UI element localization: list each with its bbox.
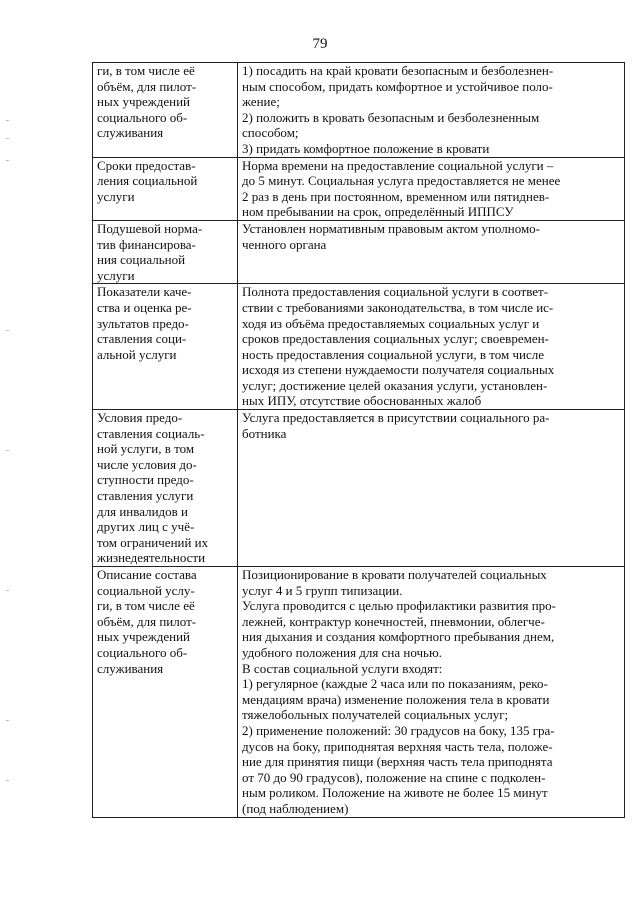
row-content-paragraph: 2) применение положений: 30 градусов на боку, 135 гра- дусов на боку, приподнятая верхняя часть тела, положе- ние для принятия пищи (верхняя часть тела приподнята от 70 до 90 градусов), положение на спине с подколен- ным роликом. Положение на животе не более 15 минут (под наблюдением) bbox=[242, 722, 555, 816]
row-label-cell bbox=[93, 410, 238, 567]
table-row bbox=[93, 567, 625, 818]
row-content-cell bbox=[238, 284, 625, 410]
row-content-paragraph: Услуга предоставляется в присутствии социального ра- ботника bbox=[242, 410, 550, 441]
row-content-cell bbox=[238, 220, 625, 283]
row-content-paragraph: Установлен нормативным правовым актом уполномо- ченного органа bbox=[242, 220, 541, 252]
row-label: Показатели каче- ства и оценка ре- зультатов предо- ставления соци- альной услуги bbox=[97, 284, 192, 362]
row-label: Условия предо- ставления социаль- ной услуги, в том числе условия до- ступности предо- ставления услуги для инвалидов и других лиц с учё- том ограничений их жизнедеятельности bbox=[97, 410, 209, 566]
row-content-paragraph: Позиционирование в кровати получателей социальных услуг 4 и 5 групп типизации. bbox=[242, 567, 547, 598]
row-content-paragraph: Полнота предоставления социальной услуги в соответ- ствии с требованиями законодательства, в том числе ис- ходя из объёма предоставляемых социальных услуг и сроков предоставления социальных услуг; своевремен- ность предоставления социальной услуги, в том числе исходя из степени нуждаемости получателя социальных услуг; достижение целей оказания услуги, установлен- ных ИПУ, отсутствие обоснованных жалоб bbox=[242, 284, 555, 409]
table-row bbox=[93, 63, 625, 158]
row-content-paragraph: 1) регулярное (каждые 2 часа или по показаниям, реко- мендациям врача) изменение положения тела в кровати тяжелобольных получателей социальных услуг; bbox=[242, 676, 550, 723]
row-label: ги, в том числе её объём, для пилот- ных учреждений социального об- служивания bbox=[97, 63, 197, 141]
service-description-table bbox=[92, 62, 625, 818]
page-number: 79 bbox=[312, 36, 328, 52]
row-label-cell bbox=[93, 63, 238, 158]
row-content-paragraph: Услуга проводится с целью профилактики развития про- лежней, контрактур конечностей, пневмонии, облегче- ния дыхания и создания комфортного пребывания днем, удобного положения для сна ночью. bbox=[242, 598, 556, 660]
row-label: Описание состава социальной услу- ги, в том числе её объём, для пилот- ных учреждений социального об- служивания bbox=[97, 567, 197, 676]
scan-margin-marks bbox=[6, 120, 12, 800]
row-label-cell bbox=[93, 220, 238, 283]
row-label-cell bbox=[93, 157, 238, 220]
row-label-cell bbox=[93, 567, 238, 818]
row-content-cell bbox=[238, 410, 625, 567]
row-content-cell bbox=[238, 157, 625, 220]
table-row bbox=[93, 220, 625, 283]
row-label-cell bbox=[93, 284, 238, 410]
row-content-paragraph: В состав социальной услуги входят: bbox=[242, 660, 443, 676]
row-content-cell bbox=[238, 63, 625, 158]
row-label: Сроки предостав- ления социальной услуги bbox=[97, 157, 198, 204]
table-row bbox=[93, 410, 625, 567]
table-row bbox=[93, 284, 625, 410]
row-content-paragraph: 1) посадить на край кровати безопасным и безболезнен- ным способом, придать комфортное и устойчивое поло- жение; 2) положить в кровать безопасным и безболезненным способом; 3) придать комфортное положение в кровати bbox=[242, 63, 554, 156]
row-content-cell bbox=[238, 567, 625, 818]
row-label: Подушевой норма- тив финансирова- ния социальной услуги bbox=[97, 220, 203, 283]
table-row bbox=[93, 157, 625, 220]
row-content-paragraph: Норма времени на предоставление социальной услуги – до 5 минут. Социальная услуга предоставляется не менее 2 раз в день при постоянном, временном или пятиднев- ном пребывании на срок, определённый ИППСУ bbox=[242, 157, 561, 220]
